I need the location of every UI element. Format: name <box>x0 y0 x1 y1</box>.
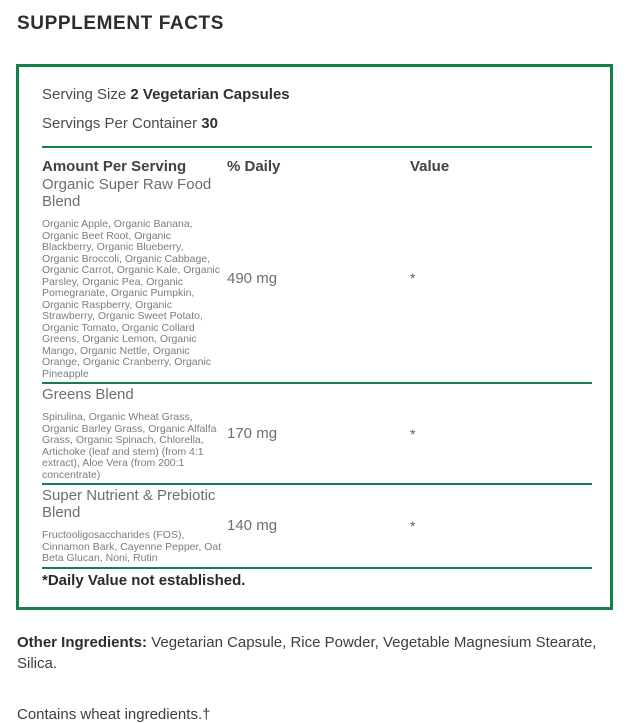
allergen-note: Contains wheat ingredients.† <box>17 705 211 723</box>
serving-size-label: Serving Size <box>42 86 127 103</box>
blend-name: Greens Blend <box>42 386 134 403</box>
table-row <box>42 487 592 565</box>
column-header-percent-daily: % Daily <box>227 158 281 175</box>
blend-amount: 140 mg <box>227 517 278 535</box>
divider <box>42 146 592 148</box>
blend-ingredients: Spirulina, Organic Wheat Grass, Organic Barley Grass, Organic Alfalfa Grass, Organic Spinach, Chlorella, Artichoke (leaf and stem) (from 4:1 extract), Aloe Vera (from 200:1 concentrate) <box>42 411 217 481</box>
blend-name: Super Nutrient & Prebiotic Blend <box>42 487 216 521</box>
blend-ingredients: Fructooligosaccharides (FOS), Cinnamon Bark, Cayenne Pepper, Oat Beta Glucan, Noni, Rutin <box>42 529 222 564</box>
table-row <box>42 386 592 481</box>
divider <box>42 382 592 384</box>
servings-per-container-line <box>42 116 592 131</box>
blend-ingredients: Organic Apple, Organic Banana, Organic Beet Root, Organic Blackberry, Organic Blueberry, Organic Broccoli, Organic Cabbage, Organic Carrot, Organic Kale, Organic Parsley, Organic Pea, Organic Pomegranate, Organic Pumpkin, Organic Raspberry, Organic Strawberry, Organic Sweet Potato, Organic Tomato, Organic Collard Greens, Organic Lemon, Organic Mango, Organic Nettle, Organic Orange, Organic Cranberry, Organic Pineapple <box>42 218 220 380</box>
other-ingredients-text: Vegetarian Capsule, Rice Powder, Vegetable Magnesium Stearate, Silica. <box>17 633 597 672</box>
blend-name: Organic Super Raw Food Blend <box>42 176 212 210</box>
blend-cell <box>42 386 227 481</box>
column-header-amount-per-serving: Amount Per Serving <box>42 158 187 175</box>
blend-daily-value: * <box>410 517 416 534</box>
divider <box>42 567 592 569</box>
page-title: SUPPLEMENT FACTS <box>17 13 225 34</box>
blend-cell <box>42 487 227 565</box>
table-header-row <box>42 159 592 174</box>
blend-amount: 490 mg <box>227 269 278 287</box>
supplement-facts-panel <box>16 64 613 610</box>
blend-cell <box>42 176 227 380</box>
servings-per-container-value: 30 <box>201 115 218 132</box>
divider <box>42 483 592 485</box>
blend-amount: 170 mg <box>227 425 278 442</box>
blend-daily-value: * <box>410 425 416 442</box>
blend-daily-value: * <box>410 270 416 286</box>
servings-per-container-label: Servings Per Container <box>42 115 198 132</box>
daily-value-footnote: *Daily Value not established. <box>42 571 246 589</box>
other-ingredients-label: Other Ingredients: <box>17 633 148 651</box>
serving-size-line <box>42 87 592 102</box>
column-header-value: Value <box>410 158 450 175</box>
table-row <box>42 176 592 380</box>
other-ingredients-paragraph <box>17 632 605 674</box>
supplement-facts-content <box>19 67 610 607</box>
serving-size-value: 2 Vegetarian Capsules <box>130 86 290 103</box>
